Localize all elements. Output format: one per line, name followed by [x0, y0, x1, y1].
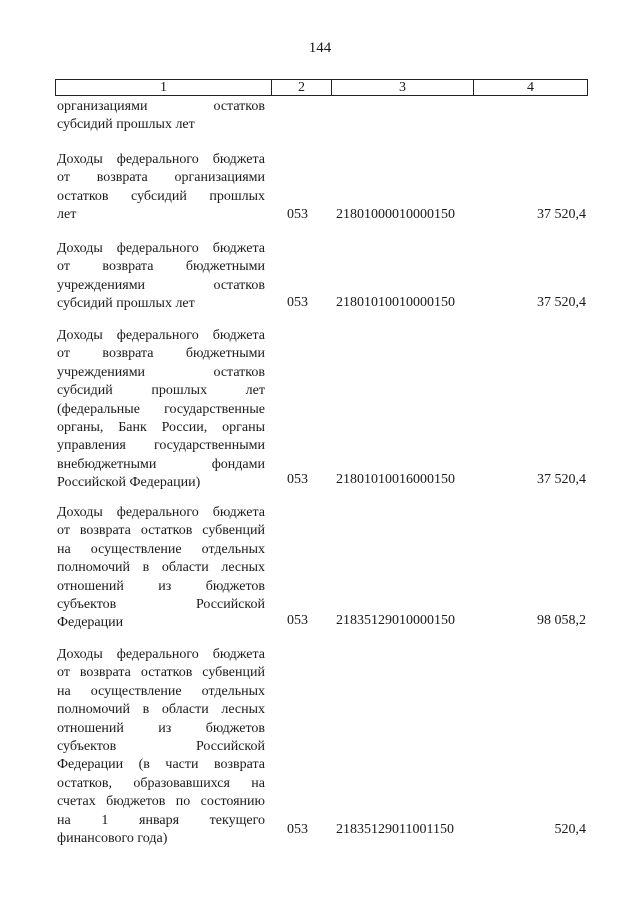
row-code: 053	[287, 295, 308, 310]
column-header-table	[55, 79, 588, 96]
description-line: от возврата организациями	[57, 170, 265, 186]
description-line: на осуществление отдельных	[57, 541, 265, 557]
description-line: лет	[57, 207, 77, 223]
description-line: Федерации (в части возврата	[57, 757, 265, 773]
row-description	[57, 646, 265, 848]
description-line: от возврата бюджетными	[57, 346, 265, 362]
column-header-2: 2	[272, 80, 332, 96]
column-header-3: 3	[332, 80, 474, 96]
description-line: полномочий в области лесных	[57, 702, 265, 718]
row-classification: 21835129011001150	[336, 822, 454, 837]
row-amount: 37 520,4	[537, 295, 586, 310]
column-header-1: 1	[56, 80, 272, 96]
description-line: отношений из бюджетов	[57, 578, 265, 594]
description-line: Доходы федерального бюджета	[57, 505, 265, 520]
row-amount: 98 058,2	[537, 613, 586, 628]
description-line: Доходы федерального бюджета	[57, 152, 265, 167]
description-line: отношений из бюджетов	[57, 720, 265, 736]
description-line: субъектов Российской	[57, 596, 265, 612]
row-description	[57, 98, 265, 135]
description-line: от возврата бюджетными	[57, 259, 265, 275]
row-description	[57, 151, 265, 225]
description-line: учреждениями остатков	[57, 277, 265, 293]
row-classification: 21801010010000150	[336, 295, 455, 310]
page-number: 144	[308, 40, 332, 56]
description-line: от возврата остатков субвенций	[57, 665, 265, 681]
row-code: 053	[287, 207, 308, 222]
description-line: субъектов Российской	[57, 738, 265, 754]
description-line: Федерации	[57, 615, 124, 631]
row-code: 053	[287, 472, 308, 487]
description-line: внебюджетными фондами	[57, 456, 265, 472]
row-amount: 37 520,4	[537, 472, 586, 487]
description-line: субсидий прошлых лет	[57, 117, 195, 133]
description-line: Доходы федерального бюджета	[57, 647, 265, 662]
description-line: финансового года)	[57, 830, 168, 846]
description-line: остатков, образовавшихся на	[57, 775, 265, 791]
row-description	[57, 327, 265, 493]
column-header-4: 4	[474, 80, 588, 96]
row-amount: 520,4	[554, 822, 586, 837]
description-line: Доходы федерального бюджета	[57, 328, 265, 343]
description-line: учреждениями остатков	[57, 364, 265, 380]
description-line: счетах бюджетов по состоянию	[57, 794, 265, 810]
description-line: управления государственными	[57, 438, 265, 454]
description-line: органы, Банк России, органы	[57, 419, 265, 435]
description-line: Российской Федерации)	[57, 475, 201, 491]
description-line: полномочий в области лесных	[57, 560, 265, 576]
description-line: на осуществление отдельных	[57, 683, 265, 699]
description-line: Доходы федерального бюджета	[57, 241, 265, 256]
description-line: (федеральные государственные	[57, 401, 265, 417]
description-line: организациями остатков	[57, 99, 265, 114]
description-line: субсидий прошлых лет	[57, 296, 195, 312]
description-line: на 1 января текущего	[57, 812, 265, 828]
row-amount: 37 520,4	[537, 207, 586, 222]
description-line: остатков субсидий прошлых	[57, 188, 265, 204]
row-classification: 21801010016000150	[336, 472, 455, 487]
description-line: субсидий прошлых лет	[57, 383, 265, 399]
row-code: 053	[287, 822, 308, 837]
row-classification: 21801000010000150	[336, 207, 455, 222]
row-description	[57, 240, 265, 314]
row-code: 053	[287, 613, 308, 628]
row-description	[57, 504, 265, 633]
row-classification: 21835129010000150	[336, 613, 455, 628]
description-line: от возврата остатков субвенций	[57, 523, 265, 539]
